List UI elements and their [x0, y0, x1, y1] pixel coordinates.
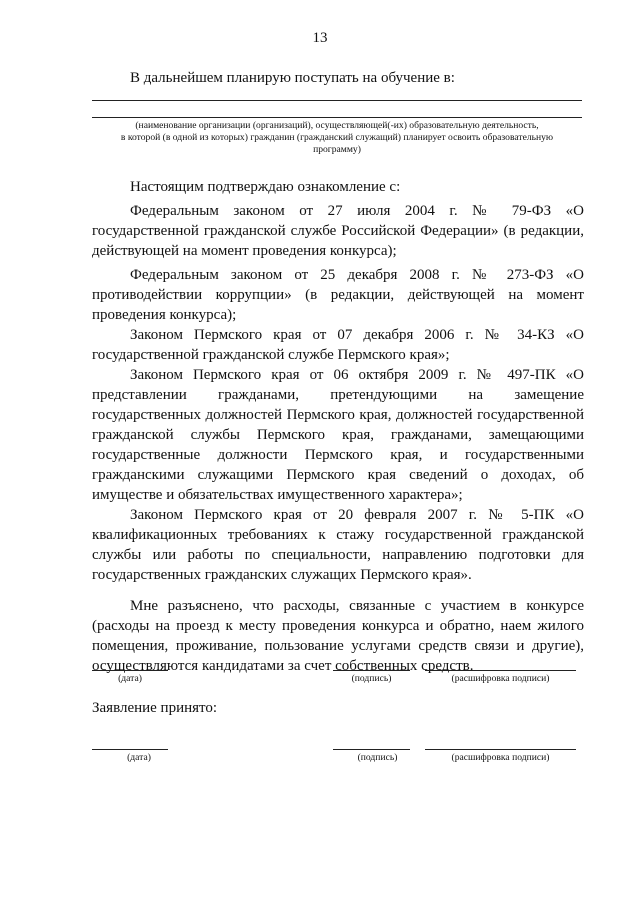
- org-fill-line-2[interactable]: [92, 117, 582, 118]
- accepted-label: Заявление принято:: [92, 700, 218, 716]
- org-caption-line-2: в которой (в одной из которых) гражданин (гражданский служащий) планирует освоить образовательную: [120, 132, 554, 143]
- document-body: [92, 177, 584, 676]
- law-paragraph-1: Федеральным законом от 27 июля 2004 г. № 79-ФЗ «О государственной гражданской службе Российской Федерации» (в редакции, действующей на момент проведения конкурса);: [92, 203, 584, 259]
- page-number: 13: [312, 30, 328, 46]
- law-paragraph-2: Федеральным законом от 25 декабря 2008 г. № 273-ФЗ «О противодействии коррупции» (в редакции, действующей на момент проведения конкурса);: [92, 267, 584, 323]
- date-line-1[interactable]: [92, 670, 168, 671]
- law-paragraph-4: Законом Пермского края от 06 октября 2009 г. № 497-ПК «О представлении гражданами, претендующими на замещение государственных должностей Пермского края, должностей государственной гражданской службы Пермского края, гражданами, замещающими государственные должности Пермского края, и государственными гражданскими служащими Пермского края сведений о доходах, об имуществе и обязательствах имущественного характера»;: [92, 367, 584, 503]
- expenses-paragraph: Мне разъяснено, что расходы, связанные с участием в конкурсе (расходы на проезд к месту проведения конкурса и обратно, наем жилого помещения, проживание, пользование услугами средств связи и другие), осуществляются кандидатами за счет собственных средств.: [92, 598, 584, 674]
- date-label-2: (дата): [127, 752, 151, 763]
- signature-line-1[interactable]: [333, 670, 410, 671]
- date-line-2[interactable]: [92, 749, 168, 750]
- date-label-1: (дата): [118, 673, 142, 684]
- intro-line: В дальнейшем планирую поступать на обучение в:: [130, 70, 455, 86]
- signature-label-2: (подпись): [357, 752, 398, 763]
- org-fill-line-1[interactable]: [92, 100, 582, 101]
- org-caption-line-1: (наименование организации (организаций), осуществляющей(-их) образовательную деятельность,: [135, 120, 539, 131]
- decoding-line-1[interactable]: [425, 670, 576, 671]
- signature-line-2[interactable]: [333, 749, 410, 750]
- decoding-label-2: (расшифровка подписи): [451, 752, 550, 763]
- org-caption-line-3: программу): [313, 144, 361, 155]
- decoding-line-2[interactable]: [425, 749, 576, 750]
- ack-heading: Настоящим подтверждаю ознакомление с:: [130, 179, 401, 195]
- signature-label-1: (подпись): [351, 673, 392, 684]
- decoding-label-1: (расшифровка подписи): [451, 673, 550, 684]
- org-caption: [92, 120, 582, 156]
- law-paragraph-5: Законом Пермского края от 20 февраля 2007 г. № 5-ПК «О квалификационных требованиях к стажу государственной гражданской службы или работы по специальности, направлению подготовки для государственных гражданских служащих Пермского края».: [92, 507, 584, 583]
- law-paragraph-3: Законом Пермского края от 07 декабря 2006 г. № 34-КЗ «О государственной гражданской службе Пермского края»;: [92, 327, 584, 363]
